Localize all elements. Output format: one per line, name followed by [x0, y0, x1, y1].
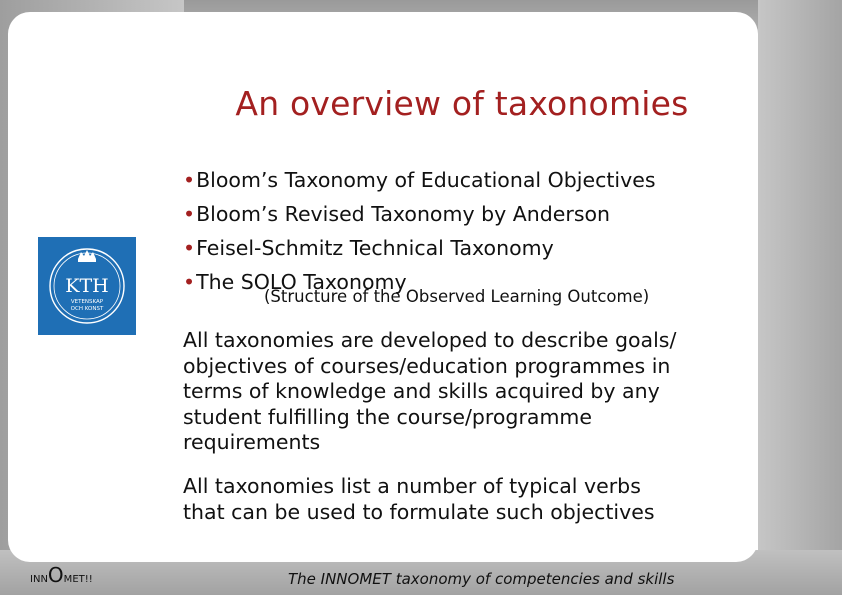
logo-text: KTH: [65, 275, 109, 297]
logo-subtext-2: OCH KONST: [70, 306, 104, 312]
bullet-icon: •: [183, 236, 196, 260]
solo-note: (Structure of the Observed Learning Outcome): [264, 287, 650, 306]
bullet-text: Bloom’s Revised Taxonomy by Anderson: [196, 202, 611, 226]
list-item: [183, 197, 656, 231]
logo-subtext-1: VETENSKAP: [70, 299, 104, 305]
paragraph-verbs: All taxonomies list a number of typical verbs that can be used to formulate such objectives: [183, 474, 655, 524]
kth-logo: [38, 237, 136, 335]
paragraph-purpose: All taxonomies are developed to describe goals/ objectives of courses/education programmes in terms of knowledge and skills acquired by any student fulfilling the course/programme requirements: [183, 328, 677, 455]
bullet-text: Feisel-Schmitz Technical Taxonomy: [196, 236, 554, 260]
list-item: [183, 231, 656, 265]
kth-crest-icon: [38, 237, 136, 335]
slide-title: An overview of taxonomies: [235, 84, 689, 123]
list-item: [183, 163, 656, 197]
bullet-text: The SOLO Taxonomy: [196, 270, 407, 294]
bullet-icon: •: [183, 202, 196, 226]
bullet-icon: •: [183, 270, 196, 294]
footer-caption: The INNOMET taxonomy of competencies and skills: [288, 570, 675, 588]
bullet-icon: •: [183, 168, 196, 192]
innomet-brand: INNOMET!!: [30, 563, 93, 587]
taxonomy-list: [183, 163, 656, 299]
bullet-text: Bloom’s Taxonomy of Educational Objectives: [196, 168, 656, 192]
